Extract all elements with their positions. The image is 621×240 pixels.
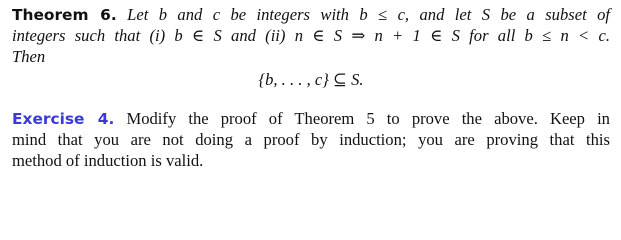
exercise-line-2: mind that you are not doing a proof by induction; you are proving that this <box>12 130 610 149</box>
theorem-text-1: Let b and c be integers with b ≤ c, and let S be a subset of <box>127 5 610 24</box>
exercise-text-1: Modify the proof of Theorem 5 to prove the above. Keep in <box>126 109 610 128</box>
block-spacer <box>12 94 610 108</box>
theorem-label: Theorem 6. <box>12 6 117 24</box>
theorem-line-2: integers such that (i) b ∈ S and (ii) n ∈ S ⇒ n + 1 ∈ S for all b ≤ n < c. <box>12 26 610 45</box>
document-page <box>12 4 610 171</box>
exercise-line-3: method of induction is valid. <box>12 151 204 170</box>
exercise-line-1 <box>12 108 610 129</box>
exercise-block <box>12 108 610 171</box>
theorem-line-3: Then <box>12 47 46 66</box>
theorem-display-formula: {b, . . . , c} ⊆ S. <box>258 70 364 89</box>
exercise-label: Exercise 4. <box>12 110 115 128</box>
theorem-block <box>12 4 610 90</box>
theorem-line-1 <box>12 4 610 25</box>
